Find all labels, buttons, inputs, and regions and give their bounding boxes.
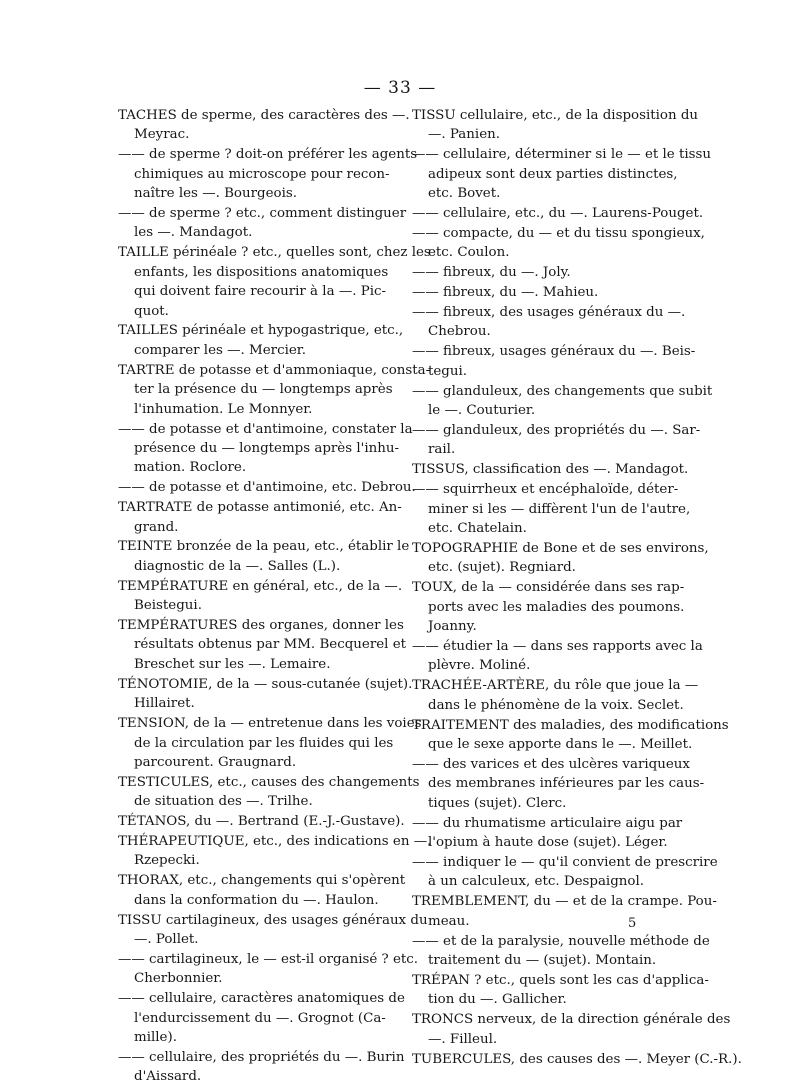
- index-entry: [412, 303, 684, 342]
- entry-heading-line: THÉRAPEUTIQUE, etc., des indications en —.: [118, 834, 432, 850]
- entry-heading-line: TISSUS, classification des —. Mandagot.: [412, 462, 689, 478]
- entry-heading-line: TRONCS nerveux, de la direction générale des: [412, 1012, 731, 1028]
- entry-heading-line: —— cellulaire, des propriétés du —. Burin: [118, 1050, 405, 1065]
- index-entry: [412, 283, 684, 302]
- index-entry: [412, 971, 709, 1010]
- entry-continuation-line: comparer les —. Mercier.: [134, 342, 306, 358]
- entry-continuation-line: etc. Chatelain.: [428, 521, 527, 537]
- entry-heading-line: —— cartilagineux, le — est-il organisé ? etc.: [118, 951, 419, 967]
- entry-continuation-line: tiques (sujet). Clerc.: [428, 795, 567, 811]
- entry-continuation-line: grand.: [134, 519, 179, 535]
- entry-heading-line: —— indiquer le — qu'il convient de prescrire: [412, 854, 718, 870]
- entry-continuation-line: Meyrac.: [134, 127, 190, 143]
- entry-continuation-line: que le sexe apporte dans le —. Meillet.: [428, 737, 693, 752]
- entry-continuation-line: chimiques au microscope pour recon-: [134, 166, 390, 182]
- index-entry: [118, 243, 431, 321]
- entry-heading-line: —— squirrheux et encéphaloïde, déter-: [412, 482, 679, 498]
- entry-continuation-line: ports avec les maladies des poumons.: [428, 599, 685, 615]
- index-entry: [118, 911, 428, 950]
- index-entry: [412, 853, 718, 892]
- index-entry: [412, 814, 684, 853]
- entry-heading-line: —— du rhumatisme articulaire aigu par: [412, 815, 683, 831]
- entry-continuation-line: —. Panien.: [428, 127, 501, 143]
- index-entry: [412, 716, 729, 755]
- entry-heading-line: TRÉPAN ? etc., quels sont les cas d'applica-: [412, 972, 709, 988]
- index-entry: [118, 714, 422, 772]
- entry-continuation-line: rail.: [428, 442, 456, 458]
- index-column-right: [412, 106, 742, 1069]
- index-entry: [118, 1048, 405, 1087]
- entry-heading-line: TESTICULES, etc., causes des changements: [118, 774, 420, 790]
- entry-continuation-line: naître les —. Bourgeois.: [134, 186, 297, 202]
- index-entry: [118, 773, 420, 812]
- entry-continuation-line: meau.: [428, 913, 470, 929]
- index-entry: [412, 932, 710, 971]
- entry-continuation-line: etc. Coulon.: [428, 245, 510, 261]
- entry-continuation-line: de situation des —. Trilhe.: [134, 794, 313, 810]
- index-entry: [118, 361, 431, 419]
- entry-heading-line: THORAX, etc., changements qui s'opèrent: [118, 873, 406, 889]
- entry-heading-line: TRACHÉE-ARTÈRE, du rôle que joue la —: [412, 678, 699, 694]
- index-entry: [412, 1010, 731, 1049]
- entry-continuation-line: le —. Couturier.: [428, 403, 536, 419]
- entry-continuation-line: tegui.: [428, 363, 468, 379]
- entry-heading-line: —— de sperme ? etc., comment distinguer: [118, 206, 407, 222]
- entry-continuation-line: des membranes inférieures par les caus-: [428, 776, 705, 792]
- entry-continuation-line: Joanny.: [428, 619, 477, 635]
- entry-heading-line: —— de sperme ? doit-on préférer les agents: [118, 147, 418, 163]
- entry-heading-line: TAILLES périnéale et hypogastrique, etc.,: [118, 323, 404, 339]
- entry-continuation-line: à un calculeux, etc. Despaignol.: [428, 874, 645, 890]
- index-entry: [118, 950, 419, 989]
- entry-heading-line: TRAITEMENT des maladies, des modifications: [412, 717, 729, 733]
- entry-heading-line: —— cellulaire, caractères anatomiques de: [118, 991, 405, 1007]
- entry-heading-line: TARTRATE de potasse antimonié, etc. An-: [118, 500, 402, 516]
- entry-continuation-line: enfants, les dispositions anatomiques: [134, 264, 389, 280]
- index-entry: [118, 616, 406, 674]
- entry-heading-line: —— fibreux, usages généraux du —. Beis-: [412, 344, 696, 360]
- entry-continuation-line: traitement du — (sujet). Montain.: [428, 952, 657, 968]
- index-column-left: [118, 106, 432, 1087]
- entry-heading-line: TISSU cartilagineux, des usages généraux du: [118, 912, 428, 928]
- entry-heading-line: TREMBLEMENT, du — et de la crampe. Pou-: [412, 894, 717, 910]
- index-entry: [412, 145, 712, 203]
- index-entry: [118, 812, 405, 831]
- index-entry: [412, 578, 684, 636]
- entry-heading-line: TAILLE périnéale ? etc., quelles sont, chez les: [118, 245, 431, 261]
- entry-heading-line: —— cellulaire, déterminer si le — et le tissu: [412, 147, 712, 163]
- entry-continuation-line: adipeux sont deux parties distinctes,: [428, 166, 678, 182]
- entry-heading-line: —— cellulaire, etc., du —. Laurens-Pouget.: [412, 206, 704, 222]
- entry-continuation-line: Chebrou.: [428, 324, 491, 340]
- entry-continuation-line: Cherbonnier.: [134, 971, 223, 987]
- entry-heading-line: —— des varices et des ulcères variqueux: [412, 756, 690, 772]
- index-entry: [118, 577, 403, 616]
- entry-heading-line: TUBERCULES, des causes des —. Meyer (C.-R.).: [412, 1051, 742, 1067]
- entry-heading-line: —— et de la paralysie, nouvelle méthode de: [412, 933, 710, 949]
- page-number: — 33 —: [363, 78, 437, 98]
- entry-continuation-line: —. Filleul.: [428, 1031, 498, 1047]
- entry-continuation-line: l'inhumation. Le Monnyer.: [134, 401, 313, 417]
- entry-continuation-line: de la circulation par les fluides qui les: [134, 735, 394, 751]
- index-entry: [412, 676, 699, 715]
- index-entry: [412, 224, 705, 263]
- index-entry: [412, 204, 704, 223]
- entry-heading-line: —— de potasse et d'antimoine, etc. Debrou.: [118, 480, 416, 496]
- entry-heading-line: —— fibreux, du —. Mahieu.: [412, 285, 599, 301]
- entry-continuation-line: l'endurcissement du —. Grognot (Ca-: [134, 1010, 386, 1026]
- index-entry: [118, 478, 416, 497]
- entry-heading-line: —— de potasse et d'antimoine, constater la: [118, 421, 413, 437]
- index-entry: [118, 832, 432, 871]
- entry-continuation-line: etc. Bovet.: [428, 186, 501, 202]
- entry-heading-line: TEMPÉRATURE en général, etc., de la —.: [118, 578, 403, 594]
- entry-continuation-line: etc. (sujet). Regniard.: [428, 560, 576, 576]
- entry-continuation-line: dans le phénomène de la voix. Seclet.: [428, 697, 684, 713]
- entry-continuation-line: Beistegui.: [134, 598, 202, 614]
- entry-continuation-line: quot.: [134, 303, 169, 319]
- index-entry: [412, 460, 689, 479]
- entry-continuation-line: qui doivent faire recourir à la —. Pic-: [134, 284, 387, 300]
- entry-heading-line: TEINTE bronzée de la peau, etc., établir le: [118, 539, 410, 555]
- entry-heading-line: —— étudier la — dans ses rapports avec la: [412, 638, 703, 654]
- entry-continuation-line: d'Aissard.: [134, 1069, 202, 1085]
- index-entry: [412, 263, 684, 282]
- index-entry: [118, 871, 406, 910]
- index-entry: [118, 675, 413, 714]
- index-entry: [118, 989, 405, 1047]
- entry-continuation-line: mation. Roclore.: [134, 460, 247, 476]
- entry-continuation-line: plèvre. Moliné.: [428, 658, 531, 674]
- entry-continuation-line: mille).: [134, 1030, 177, 1046]
- entry-continuation-line: Rzepecki.: [134, 853, 200, 869]
- index-entry: [118, 145, 418, 203]
- entry-heading-line: TARTRE de potasse et d'ammoniaque, consta-: [118, 362, 431, 378]
- entry-heading-line: —— compacte, du — et du tissu spongieux,: [412, 225, 705, 241]
- entry-heading-line: —— fibreux, des usages généraux du —.: [412, 305, 686, 321]
- index-entry: [118, 204, 407, 243]
- entry-continuation-line: Breschet sur les —. Lemaire.: [134, 656, 331, 672]
- entry-heading-line: TENSION, de la — entretenue dans les voies: [118, 716, 422, 732]
- entry-continuation-line: diagnostic de la —. Salles (L.).: [134, 558, 341, 574]
- entry-heading-line: TEMPÉRATURES des organes, donner les: [118, 618, 404, 634]
- entry-continuation-line: miner si les — diffèrent l'un de l'autre,: [428, 501, 691, 517]
- entry-continuation-line: Hillairet.: [134, 696, 195, 712]
- index-entry: [412, 637, 703, 676]
- entry-continuation-line: ter la présence du — longtemps après: [134, 382, 393, 398]
- index-entry: [412, 539, 709, 578]
- entry-heading-line: —— fibreux, du —. Joly.: [412, 265, 571, 281]
- entry-continuation-line: tion du —. Gallicher.: [428, 992, 567, 1008]
- index-entry: [412, 106, 699, 145]
- entry-continuation-line: résultats obtenus par MM. Becquerel et: [134, 637, 406, 653]
- entry-heading-line: —— glanduleux, des changements que subit: [412, 383, 713, 399]
- index-entry: [412, 1050, 742, 1069]
- entry-heading-line: TACHES de sperme, des caractères des —.: [118, 108, 410, 123]
- entry-continuation-line: dans la conformation du —. Haulon.: [134, 892, 379, 908]
- entry-continuation-line: parcourent. Graugnard.: [134, 754, 297, 770]
- entry-heading-line: TÉTANOS, du —. Bertrand (E.-J.-Gustave).: [118, 814, 405, 830]
- entry-continuation-line: —. Pollet.: [134, 932, 199, 948]
- signature-mark: 5: [628, 916, 637, 931]
- index-entry: [118, 420, 413, 478]
- index-entry: [412, 892, 717, 931]
- index-entry: [118, 537, 410, 576]
- entry-continuation-line: présence du — longtemps après l'inhu-: [134, 440, 399, 456]
- index-entry: [118, 321, 404, 360]
- entry-heading-line: TÉNOTOMIE, de la — sous-cutanée (sujet).: [118, 676, 413, 692]
- index-entry: [412, 755, 705, 813]
- index-entry: [412, 342, 696, 381]
- entry-heading-line: —— glanduleux, des propriétés du —. Sar-: [412, 423, 701, 438]
- entry-heading-line: TOPOGRAPHIE de Bone et de ses environs,: [412, 540, 709, 556]
- entry-continuation-line: l'opium à haute dose (sujet). Léger.: [428, 835, 668, 851]
- entry-heading-line: TISSU cellulaire, etc., de la disposition du: [412, 108, 699, 123]
- entry-heading-line: TOUX, de la — considérée dans ses rap-: [412, 580, 685, 596]
- index-entry: [118, 106, 410, 145]
- index-entry: [412, 382, 713, 421]
- entry-continuation-line: les —. Mandagot.: [134, 225, 253, 241]
- index-entry: [118, 498, 402, 537]
- index-entry: [412, 421, 701, 460]
- index-entry: [412, 480, 691, 538]
